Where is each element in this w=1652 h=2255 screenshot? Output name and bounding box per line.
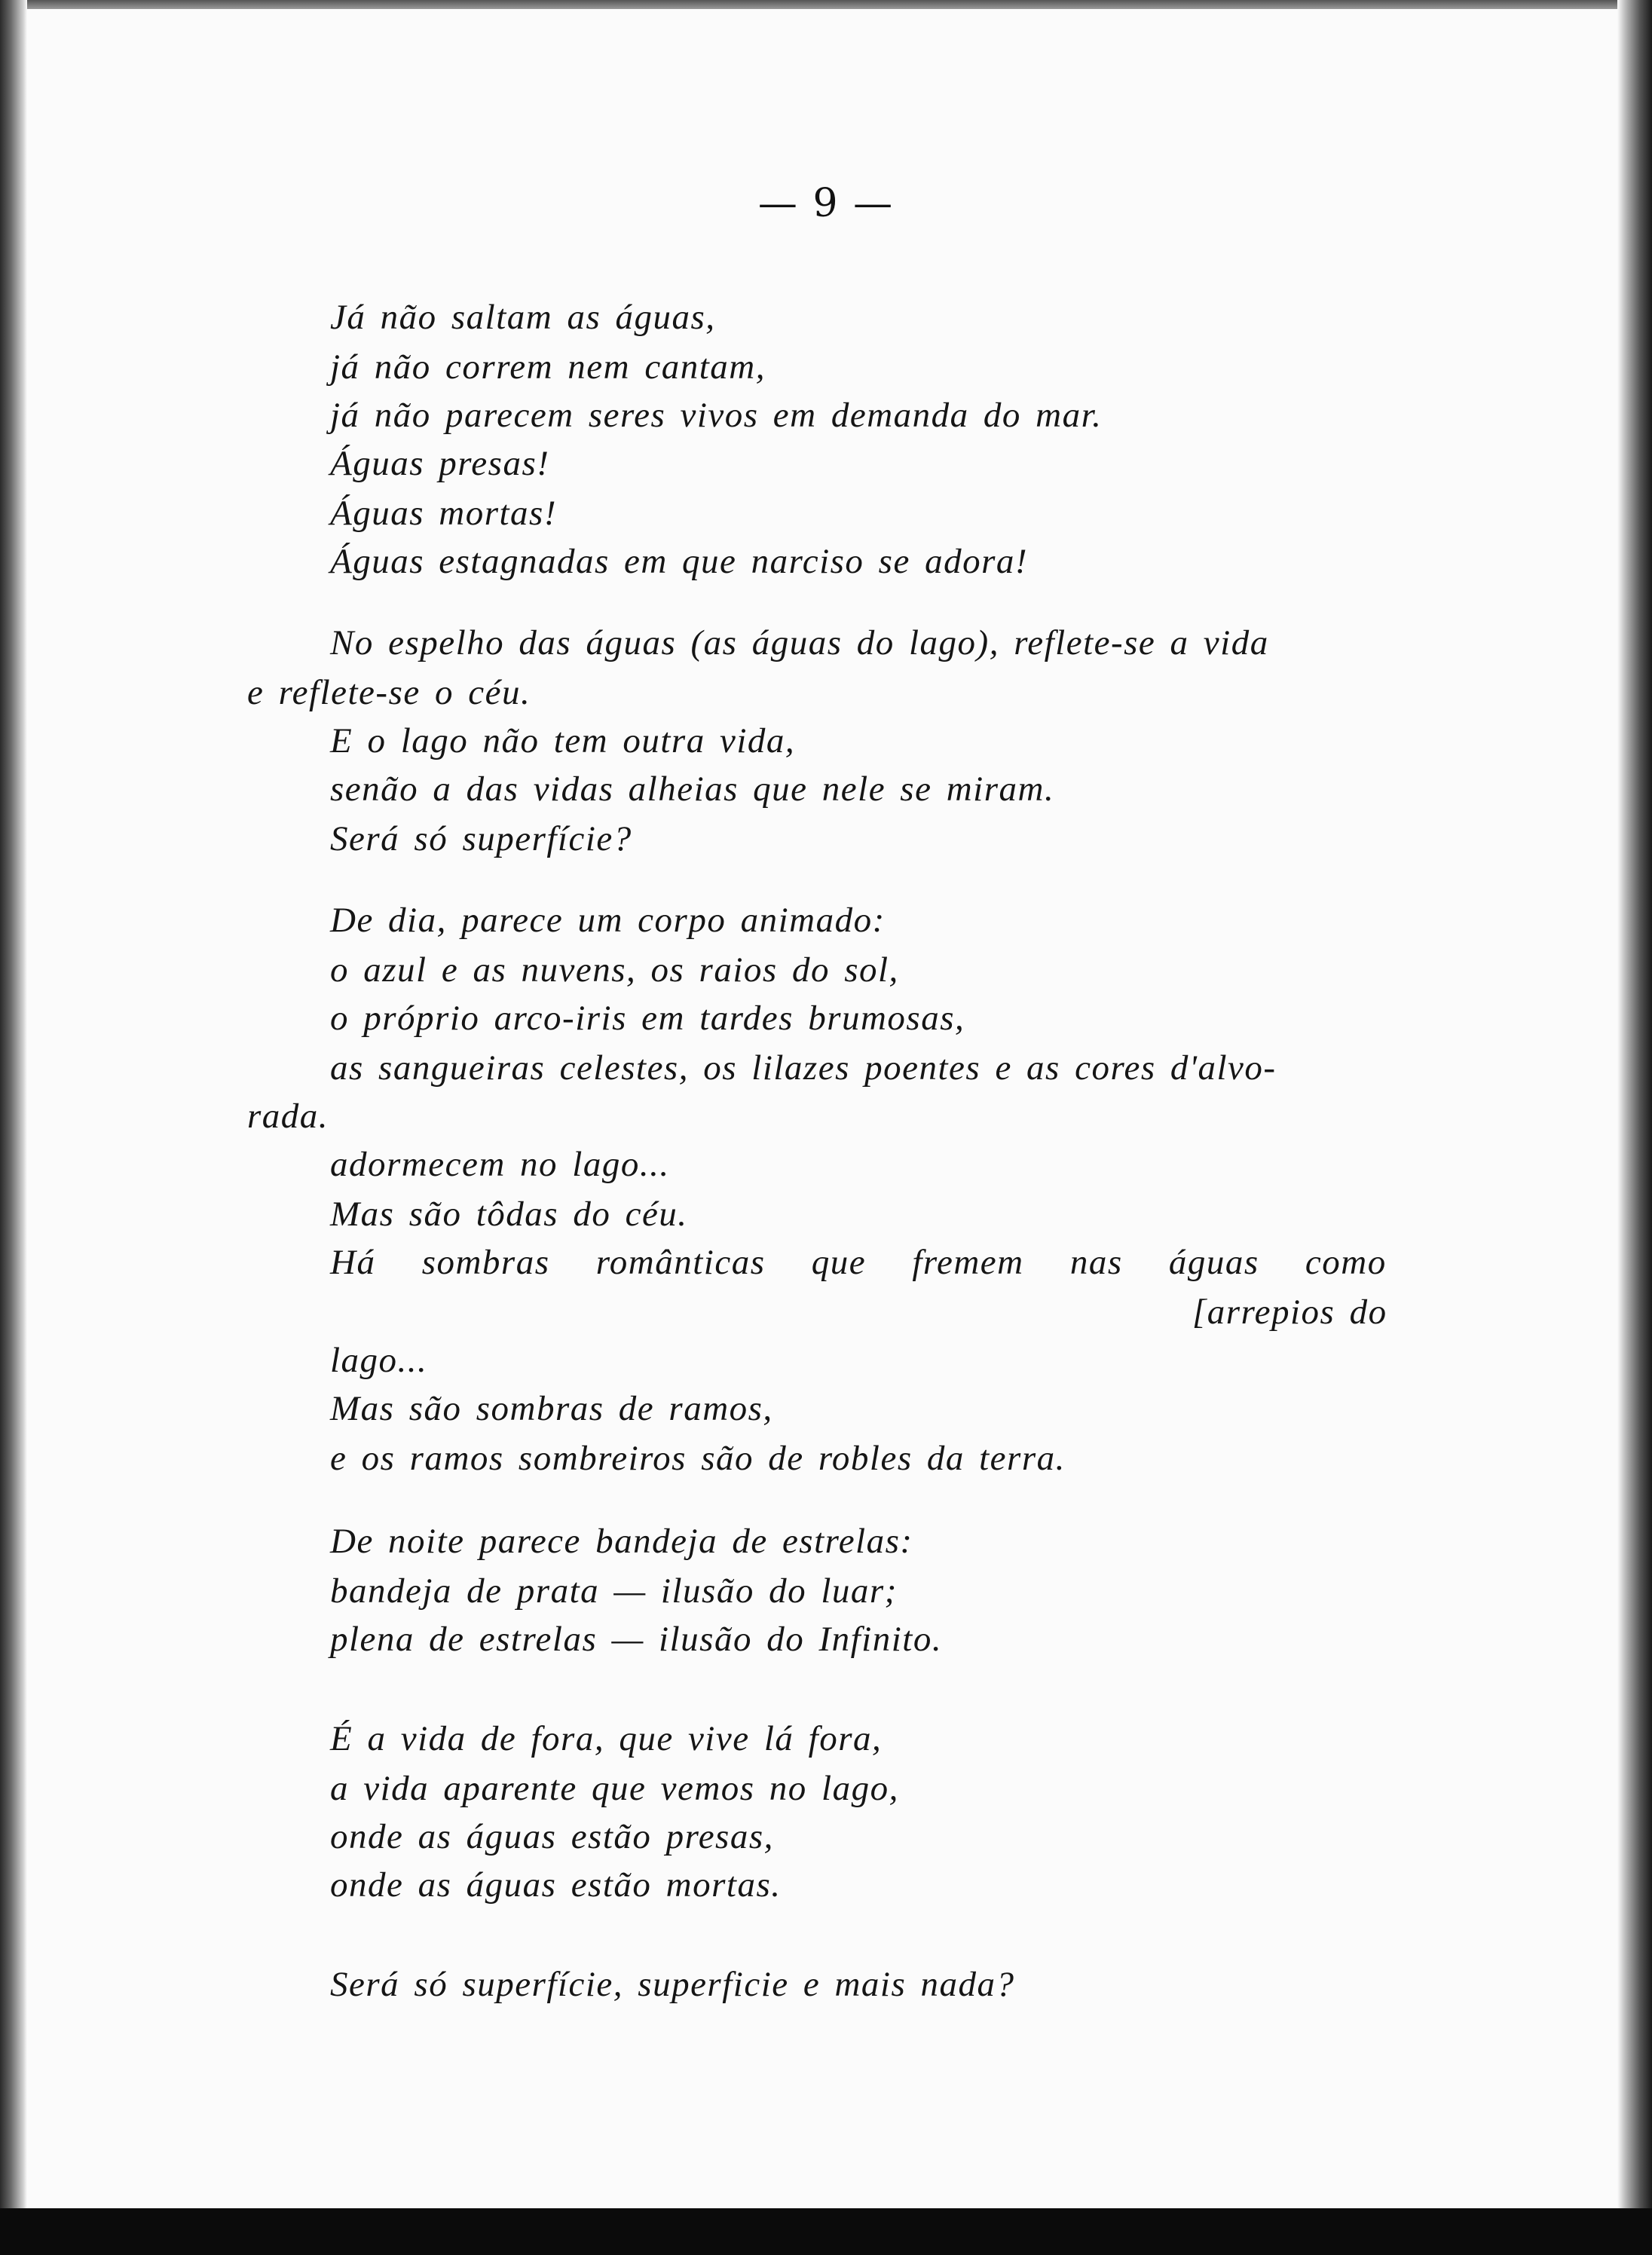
poem-line: adormecem no lago...	[330, 1145, 670, 1184]
poem-line: E o lago não tem outra vida,	[330, 721, 796, 760]
poem-line: Será só superfície?	[330, 819, 632, 858]
poem-line: o azul e as nuvens, os raios do sol,	[330, 950, 899, 990]
poem-line: Será só superfície, superficie e mais nada?	[330, 1965, 1015, 2004]
poem-line: a vida aparente que vemos no lago,	[330, 1769, 899, 1808]
poem-line-continuation: [arrepios do	[1192, 1293, 1387, 1332]
poem-line: De dia, parece um corpo animado:	[330, 901, 886, 940]
poem-line: as sangueiras celestes, os lilazes poentes e as cores d'alvo-	[330, 1048, 1277, 1088]
poem-line: lago...	[330, 1341, 428, 1380]
poem-line: Há sombras românticas que fremem nas águas como	[330, 1243, 1387, 1282]
poem-line: No espelho das águas (as águas do lago), reflete-se a vida	[330, 623, 1269, 662]
poem-line: bandeja de prata — ilusão do luar;	[330, 1571, 898, 1611]
poem-line: plena de estrelas — ilusão do Infinito.	[330, 1620, 943, 1659]
poem-line: o próprio arco-iris em tardes brumosas,	[330, 999, 965, 1038]
poem-line: É a vida de fora, que vive lá fora,	[330, 1719, 883, 1758]
poem-line: De noite parece bandeja de estrelas:	[330, 1522, 913, 1561]
poem-line: Águas estagnadas em que narciso se adora!	[330, 542, 1029, 581]
poem-line: onde as águas estão mortas.	[330, 1865, 782, 1905]
poem-line: e os ramos sombreiros são de robles da terra.	[330, 1439, 1066, 1478]
poem-line: Já não saltam as águas,	[330, 298, 716, 337]
poem-line: Mas são tôdas do céu.	[330, 1195, 688, 1234]
poem-line: senão a das vidas alheias que nele se miram.	[330, 770, 1055, 809]
poem-line: já não correm nem cantam,	[330, 347, 766, 387]
poem-line: onde as águas estão presas,	[330, 1817, 774, 1856]
poem-line: rada.	[247, 1097, 329, 1136]
page-number: — 9 —	[757, 181, 895, 226]
poem-line: e reflete-se o céu.	[247, 673, 531, 712]
poem-line: Mas são sombras de ramos,	[330, 1389, 773, 1428]
poem-line: já não parecem seres vivos em demanda do mar.	[330, 396, 1103, 435]
poem-line: Águas mortas!	[330, 494, 557, 533]
poem-line: Águas presas!	[330, 444, 550, 483]
